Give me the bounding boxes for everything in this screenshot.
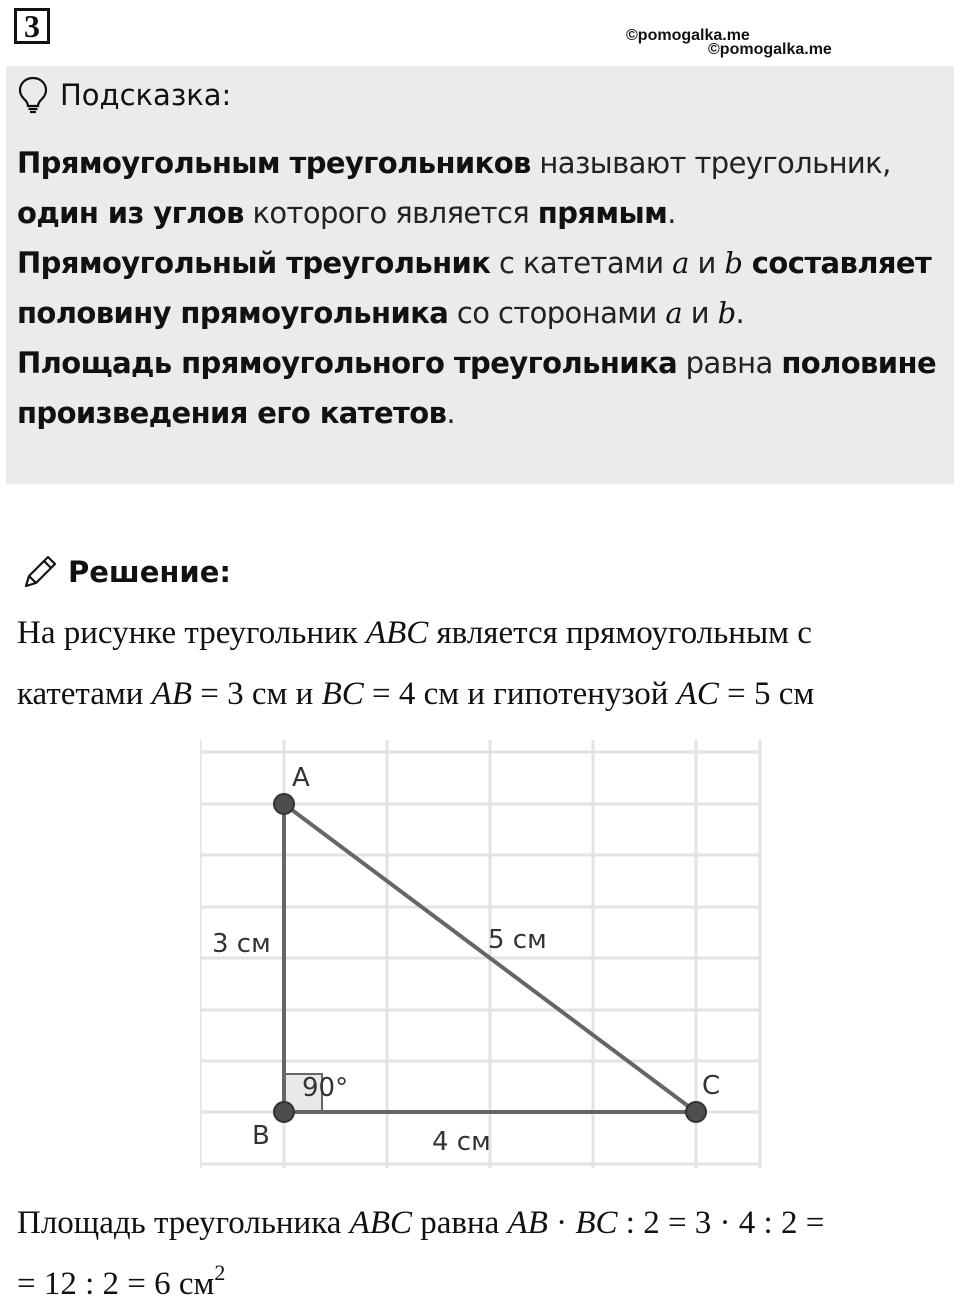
text-run: с катетами [490, 246, 673, 280]
vertex-b-label: B [252, 1121, 270, 1151]
angle-label: 90° [302, 1073, 349, 1103]
math-symbol: AB [507, 1205, 548, 1241]
vertex-c-point [686, 1102, 706, 1122]
math-symbol: b [724, 246, 743, 280]
vertex-c-label: C [702, 1071, 721, 1101]
vertex-a-point [274, 794, 294, 814]
text-run: один из углов [17, 196, 244, 230]
side-ac-label: 5 см [488, 925, 547, 955]
math-symbol: ABC [365, 615, 429, 651]
pencil-icon [20, 552, 60, 592]
side-bc-label: 4 см [432, 1127, 491, 1157]
text-run: прямым [537, 196, 668, 230]
text-run: На рисунке треугольник [17, 615, 366, 651]
text-run: и [682, 296, 718, 330]
text-run: катетами [17, 676, 152, 712]
triangle-figure [200, 740, 765, 1170]
math-symbol: BC [575, 1205, 618, 1241]
lightbulb-icon [18, 76, 48, 114]
math-symbol: ABC [349, 1205, 412, 1241]
solution-line-3 [17, 1205, 824, 1242]
text-run: · [547, 1205, 576, 1241]
watermark: ©pomogalka.me [626, 27, 750, 44]
text-run: : 2 = 3 · 4 : 2 = [617, 1205, 825, 1241]
text-run: называют треугольник, [530, 146, 891, 180]
vertex-b-point [274, 1102, 294, 1122]
math-symbol: a [665, 296, 683, 330]
text-run: и [688, 246, 725, 280]
solution-line-2 [17, 676, 814, 713]
math-symbol: AC [676, 676, 719, 712]
hint-paragraph [17, 338, 942, 438]
side-ab-label: 3 см [212, 929, 271, 959]
math-symbol: AB [151, 676, 192, 712]
vertex-a-label: A [292, 763, 310, 793]
text-run: равна [411, 1205, 508, 1241]
math-symbol: BC [321, 676, 364, 712]
text-run: = 3 см и [192, 676, 322, 712]
text-run: Площадь треугольника [17, 1205, 350, 1241]
text-run: 2 [214, 1260, 226, 1285]
watermark: ©pomogalka.me [708, 41, 832, 58]
text-run: Прямоугольный треугольник [17, 246, 491, 280]
hint-paragraph [17, 238, 942, 338]
math-symbol: b [717, 296, 736, 330]
text-run: . [667, 196, 676, 230]
text-run: которого является [243, 196, 538, 230]
text-run: . [735, 296, 745, 330]
text-run: Площадь прямоугольного треугольника [17, 346, 678, 380]
solution-line-4 [17, 1260, 226, 1303]
solution-header [20, 552, 231, 592]
text-run: Прямоугольным треугольников [17, 146, 531, 180]
task-number: 3 [14, 8, 50, 44]
text-run: составляет половину прямоугольника [17, 246, 932, 330]
text-run: является прямоугольным с [428, 615, 812, 651]
hint-paragraph [17, 138, 942, 238]
text-run: равна [677, 346, 782, 380]
math-symbol: a [672, 246, 689, 280]
hint-header [18, 76, 231, 114]
text-run: = 12 : 2 = 6 см [17, 1266, 215, 1302]
hint-title: Подсказка: [60, 78, 232, 112]
text-run: . [446, 396, 455, 430]
solution-line-1 [17, 615, 812, 652]
solution-title: Решение: [68, 555, 232, 589]
text-run: со сторонами [448, 296, 666, 330]
text-run: половине произведения его катетов [17, 346, 937, 430]
hint-text [17, 138, 942, 438]
text-run: = 4 см и гипотенузой [363, 676, 677, 712]
text-run: = 5 см [718, 676, 815, 712]
